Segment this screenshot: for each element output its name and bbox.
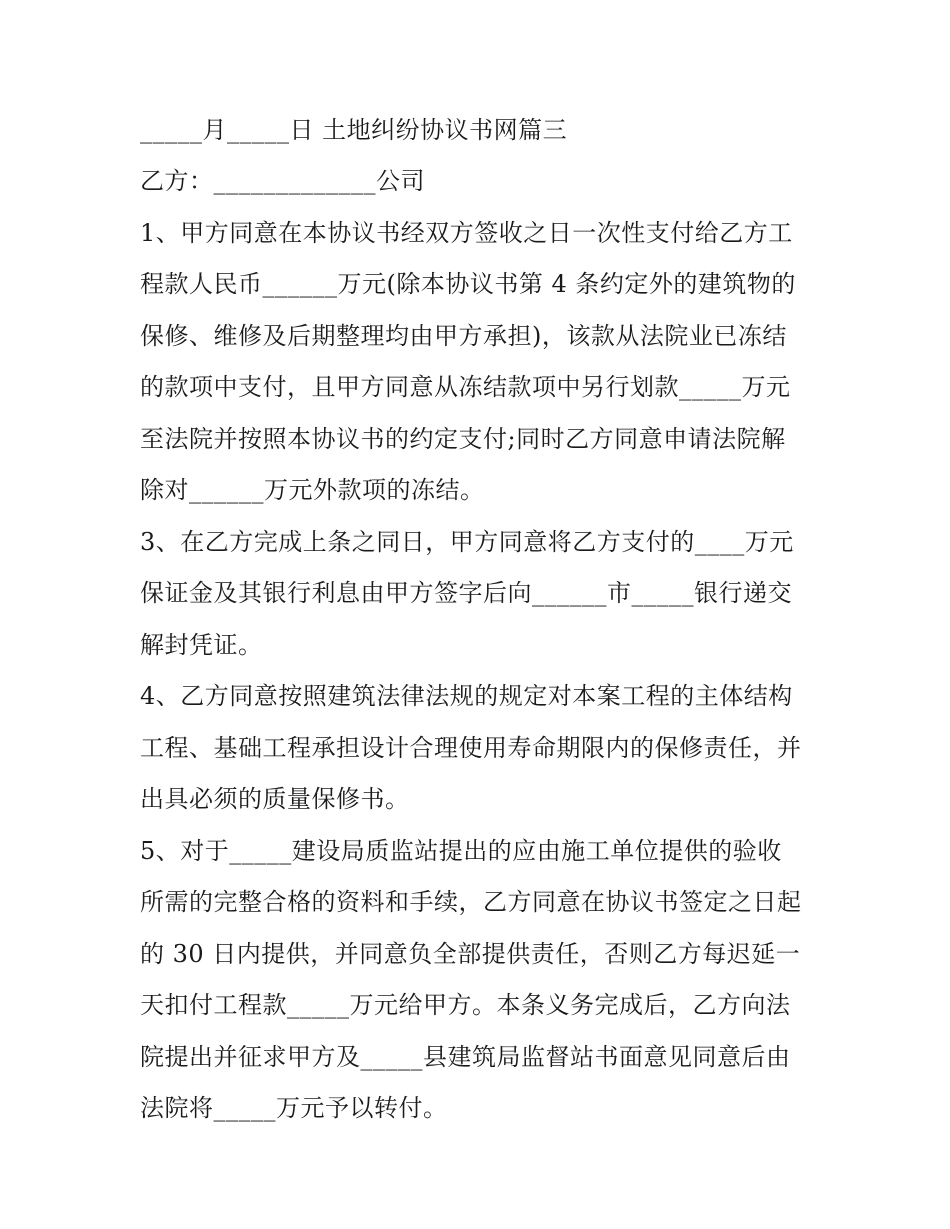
clause-1-line-5: 至法院并按照本协议书的约定支付;同时乙方同意申请法院解 (140, 425, 786, 453)
party-b-line: 乙方：_____________公司 (140, 167, 425, 195)
clause-4-line-2: 工程、基础工程承担设计合理使用寿命期限内的保修责任，并 (140, 734, 802, 762)
clause-4-line-3: 出具必须的质量保修书。 (140, 785, 410, 813)
heading-line: _____月_____日 土地纠纷协议书网篇三 (140, 116, 568, 144)
clause-1-line-4: 的款项中支付，且甲方同意从冻结款项中另行划款_____万元 (140, 373, 791, 401)
clause-1-line-2: 程款人民币______万元(除本协议书第 4 条约定外的建筑物的 (140, 270, 796, 298)
clause-3-line-3: 解封凭证。 (140, 631, 263, 659)
clause-1-line-6: 除对______万元外款项的冻结。 (140, 476, 485, 504)
clause-5-line-1: 5、对于_____建设局质监站提出的应由施工单位提供的验收 (140, 837, 782, 865)
clause-4-line-1: 4、乙方同意按照建筑法律法规的规定对本案工程的主体结构 (140, 682, 793, 710)
clause-3-line-1: 3、在乙方完成上条之同日，甲方同意将乙方支付的____万元 (140, 528, 794, 556)
clause-3-line-2: 保证金及其银行利息由甲方签字后向______市_____银行递交 (140, 579, 792, 607)
clause-5-line-6: 法院将_____万元予以转付。 (140, 1094, 448, 1122)
clause-5-line-3: 的 30 日内提供，并同意负全部提供责任，否则乙方每迟延一 (140, 940, 801, 968)
clause-5-line-5: 院提出并征求甲方及_____县建筑局监督站书面意见同意后由 (140, 1043, 791, 1071)
clause-1-line-1: 1、甲方同意在本协议书经双方签收之日一次性支付给乙方工 (140, 219, 793, 247)
clause-5-line-4: 天扣付工程款_____万元给甲方。本条义务完成后，乙方向法 (140, 991, 791, 1019)
clause-5-line-2: 所需的完整合格的资料和手续，乙方同意在协议书签定之日起 (140, 888, 802, 916)
clause-1-line-3: 保修、维修及后期整理均由甲方承担)，该款从法院业已冻结 (140, 322, 787, 350)
